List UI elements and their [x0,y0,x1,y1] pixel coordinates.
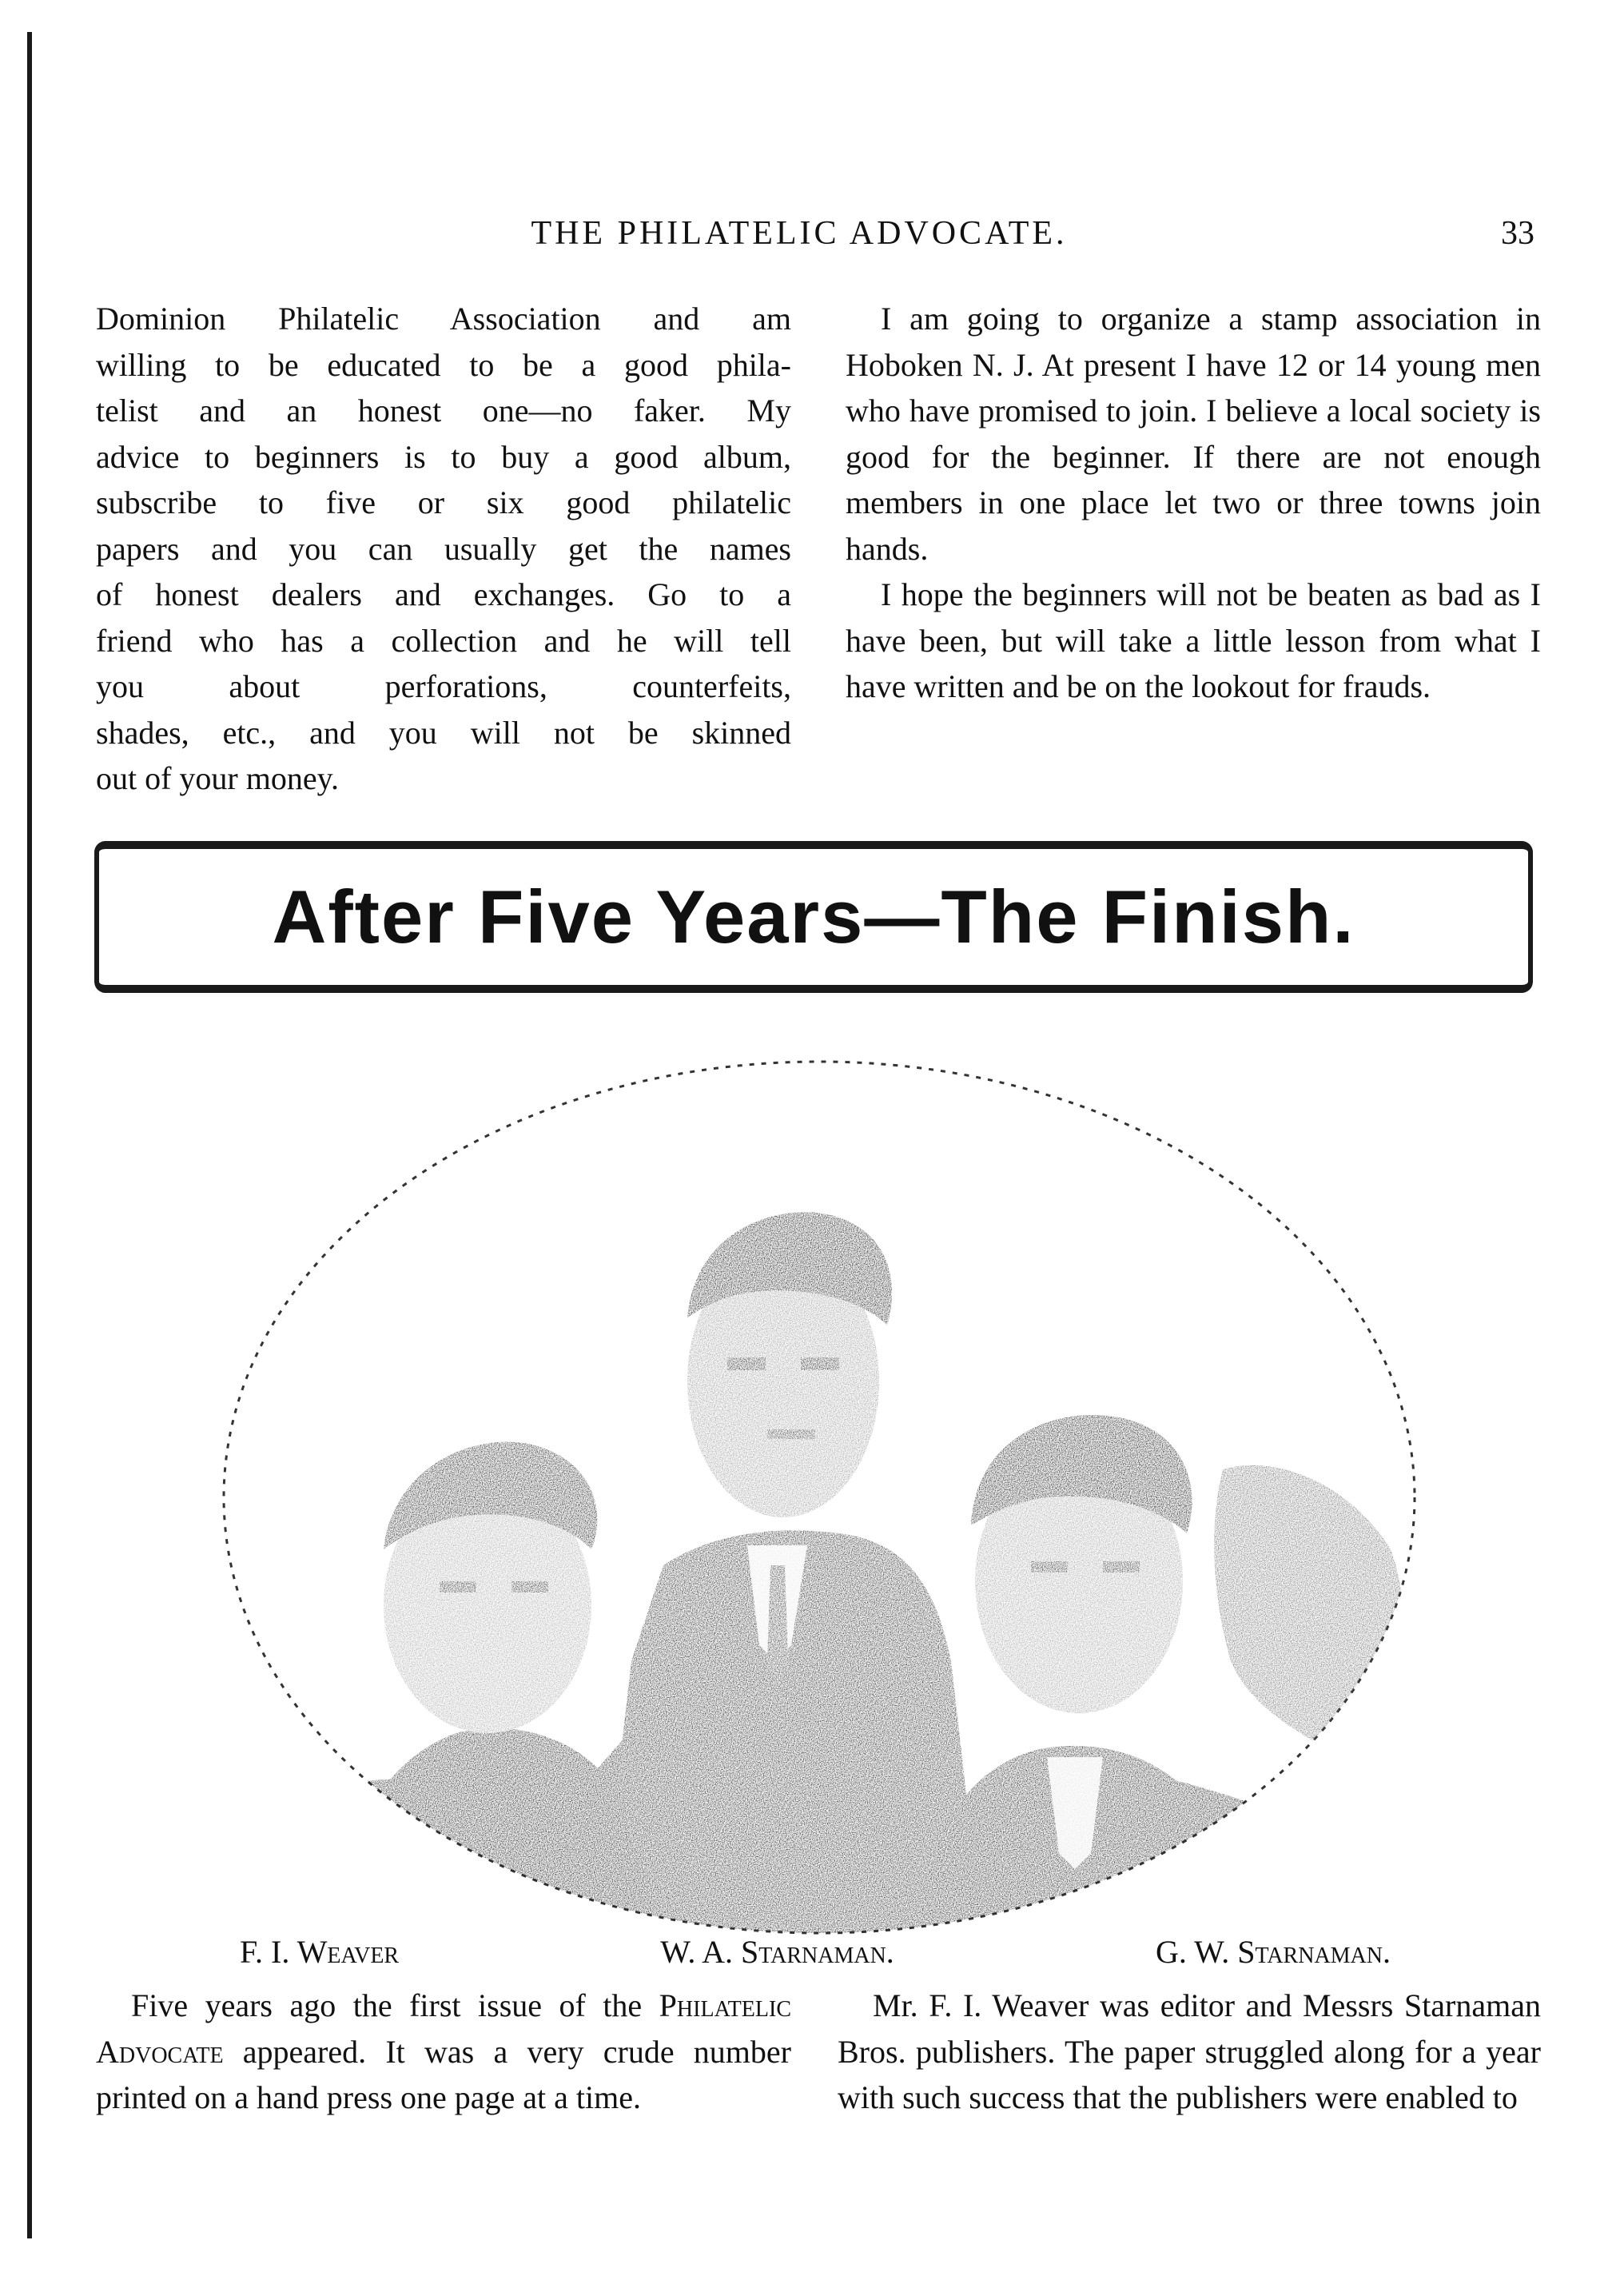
text-line: papers and you can usually get the names [96,530,791,567]
page-edge-rule [27,32,32,2238]
publication-name: Philatelic Advocate [96,1987,791,2070]
page-number: 33 [1501,215,1534,252]
running-title: THE PHILATELIC ADVOCATE. [531,215,1068,252]
photo-caption [240,1933,1391,1971]
text-line: subscribe to five or six good philatelic [96,484,791,520]
text-line: telist and an honest one—no faker. My [96,393,791,429]
top-left-column [96,296,791,802]
paragraph-text: Five years ago the first issue of the [131,1987,659,2023]
text-line: shades, etc., and you will not be skinned [96,714,791,751]
headline: After Five Years—The Finish. [272,875,1355,959]
paragraph: I am going to organize a stamp association in Hoboken N. J. At present I have 12 or 14 young men who have promised to join. I believe a local society is good for the beginner. If there are not enough members in one place let two or three towns join hands. [846,301,1541,567]
text-line: out of your money. [96,760,340,796]
headline-box [94,841,1533,993]
caption-name: W. A. Starnaman. [660,1934,894,1970]
paragraph-text: appeared. It was a very crude number printed on a hand press one page at a time. [96,2033,791,2115]
caption-name: F. I. Weaver [240,1934,400,1970]
text-line: you about perforations, counterfeits, [96,668,791,704]
text-line: advice to beginners is to buy a good album, [96,438,791,475]
paragraph: Mr. F. I. Weaver was editor and Messrs Starnaman Bros. publishers. The paper struggled along for a year with such success that the publishers were enabled to [838,1987,1541,2115]
oval-portrait-photo-icon [216,1054,1423,1941]
text-line: of honest dealers and exchanges. Go to a [96,576,791,612]
bottom-right-column [838,1983,1541,2121]
text-line: willing to be educated to be a good phila- [96,346,791,383]
text-line: friend who has a collection and he will tell [96,622,791,659]
paragraph [96,1983,791,2121]
bottom-left-column [96,1983,791,2121]
paragraph: I hope the beginners will not be beaten as bad as I have been, but will take a little lesson from what I have written and be on the lookout for frauds. [846,576,1541,704]
text-line: Dominion Philatelic Association and am [96,301,791,337]
caption-name: G. W. Starnaman. [1155,1934,1391,1970]
top-right-column [846,296,1541,710]
